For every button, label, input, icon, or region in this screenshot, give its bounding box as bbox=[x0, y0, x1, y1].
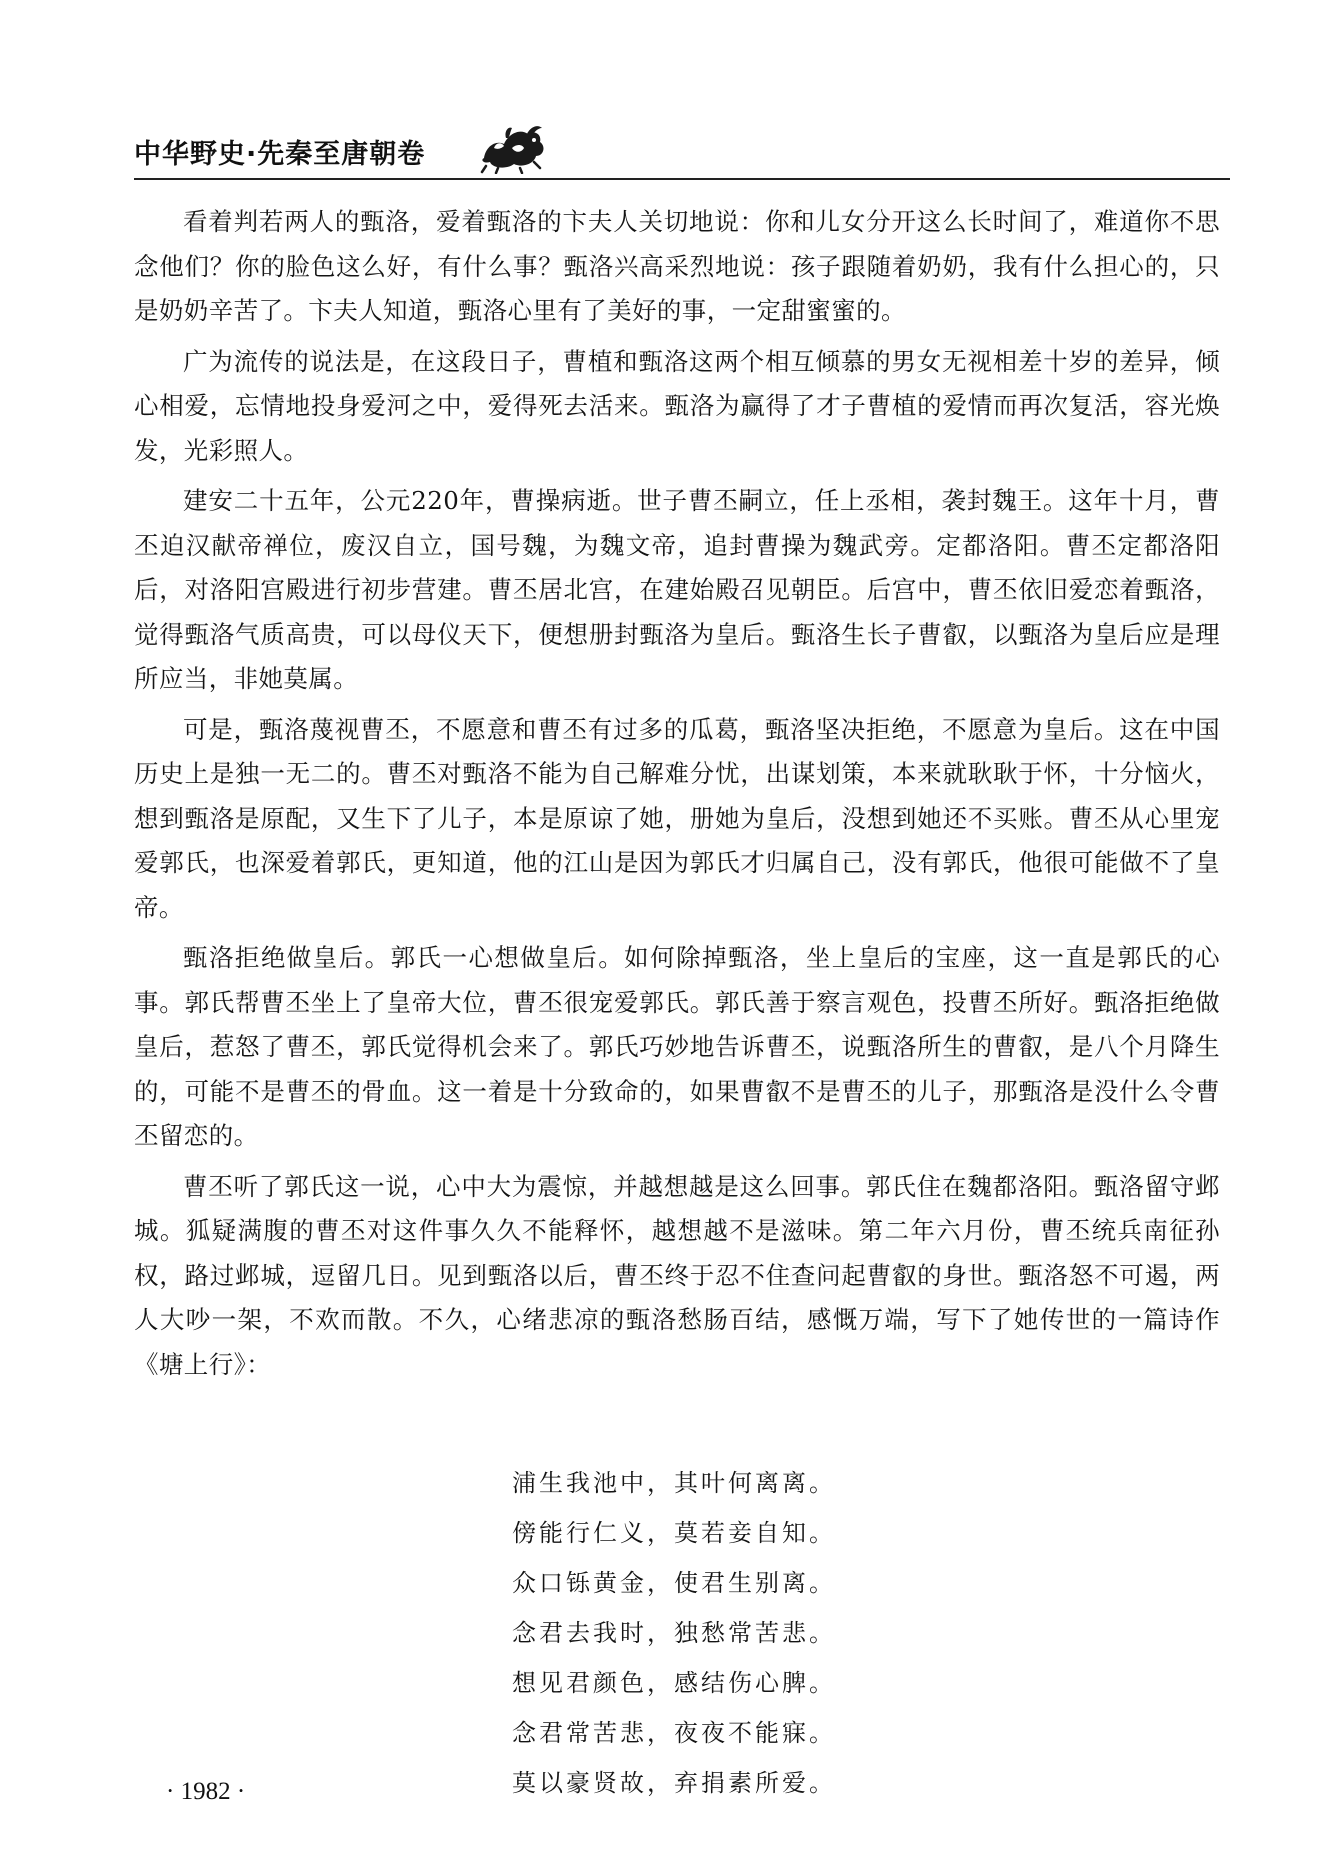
paragraph: 曹丕听了郭氏这一说，心中大为震惊，并越想越是这么回事。郭氏住在魏都洛阳。甄洛留守邺城。狐疑满腹的曹丕对这件事久久不能释怀，越想越不是滋味。第二年六月份，曹丕统兵南征孙权，路过邺城，逗留几日。见到甄洛以后，曹丕终于忍不住查问起曹叡的身世。甄洛怒不可遏，两人大吵一架，不欢而散。不久，心绪悲凉的甄洛愁肠百结，感慨万端，写下了她传世的一篇诗作《塘上行》： bbox=[134, 1171, 1220, 1379]
body-text bbox=[134, 200, 1220, 1393]
dragon-ornament-icon bbox=[476, 118, 548, 174]
poem-line: 念君去我时，独愁常苦悲。 bbox=[512, 1619, 836, 1647]
paragraph: 广为流传的说法是，在这段日子，曹植和甄洛这两个相互倾慕的男女无视相差十岁的差异，倾心相爱，忘情地投身爱河之中，爱得死去活来。甄洛为赢得了才子曹植的爱情而再次复活，容光焕发，光彩照人。 bbox=[134, 346, 1220, 465]
running-header bbox=[134, 118, 1230, 180]
poem-line: 莫以豪贤故，弃捐素所爱。 bbox=[512, 1769, 836, 1797]
poem-block bbox=[512, 1458, 972, 1808]
paragraph: 甄洛拒绝做皇后。郭氏一心想做皇后。如何除掉甄洛，坐上皇后的宝座，这一直是郭氏的心事。郭氏帮曹丕坐上了皇帝大位，曹丕很宠爱郭氏。郭氏善于察言观色，投曹丕所好。甄洛拒绝做皇后，惹怒了曹丕，郭氏觉得机会来了。郭氏巧妙地告诉曹丕，说甄洛所生的曹叡，是八个月降生的，可能不是曹丕的骨血。这一着是十分致命的，如果曹叡不是曹丕的儿子，那甄洛是没什么令曹丕留恋的。 bbox=[134, 943, 1220, 1150]
book-title: 中华野史·先秦至唐朝卷 bbox=[134, 139, 426, 170]
poem-line: 浦生我池中，其叶何离离。 bbox=[512, 1469, 836, 1497]
poem-line: 念君常苦悲，夜夜不能寐。 bbox=[512, 1719, 836, 1747]
paragraph: 看着判若两人的甄洛，爱着甄洛的卞夫人关切地说：你和儿女分开这么长时间了，难道你不思念他们？你的脸色这么好，有什么事？甄洛兴高采烈地说：孩子跟随着奶奶，我有什么担心的，只是奶奶辛苦了。卞夫人知道，甄洛心里有了美好的事，一定甜蜜蜜的。 bbox=[134, 207, 1220, 325]
poem-line: 傍能行仁义，莫若妾自知。 bbox=[512, 1519, 836, 1547]
header-rule bbox=[134, 178, 1230, 180]
poem-line: 想见君颜色，感结伤心脾。 bbox=[512, 1669, 836, 1697]
page-number: · 1982 · bbox=[166, 1778, 246, 1805]
paragraph: 建安二十五年，公元220年，曹操病逝。世子曹丕嗣立，任上丞相，袭封魏王。这年十月，曹丕迫汉献帝禅位，废汉自立，国号魏，为魏文帝，追封曹操为魏武旁。定都洛阳。曹丕定都洛阳后，对洛阳宫殿进行初步营建。曹丕居北宫，在建始殿召见朝臣。后宫中，曹丕依旧爱恋着甄洛，觉得甄洛气质高贵，可以母仪天下，便想册封甄洛为皇后。甄洛生长子曹叡，以甄洛为皇后应是理所应当，非她莫属。 bbox=[134, 486, 1220, 693]
poem-line: 众口铄黄金，使君生别离。 bbox=[512, 1569, 836, 1597]
paragraph: 可是，甄洛蔑视曹丕，不愿意和曹丕有过多的瓜葛，甄洛坚决拒绝，不愿意为皇后。这在中国历史上是独一无二的。曹丕对甄洛不能为自己解难分忧，出谋划策，本来就耿耿于怀，十分恼火，想到甄洛是原配，又生下了儿子，本是原谅了她，册她为皇后，没想到她还不买账。曹丕从心里宠爱郭氏，也深爱着郭氏，更知道，他的江山是因为郭氏才归属自己，没有郭氏，他很可能做不了皇帝。 bbox=[134, 714, 1220, 922]
